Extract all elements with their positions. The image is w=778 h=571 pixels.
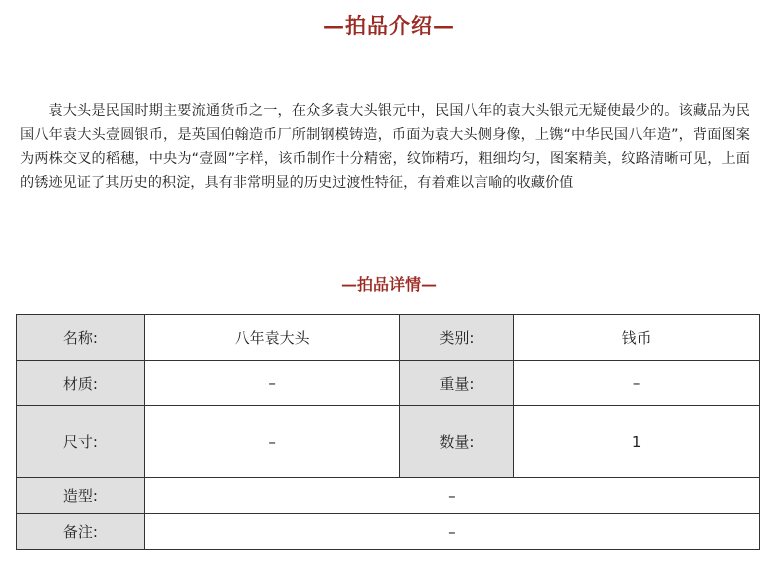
weight-label: 重量: xyxy=(400,361,514,406)
quantity-value: 1 xyxy=(514,406,760,478)
details-title: —拍品详情— xyxy=(340,275,437,294)
shape-label: 造型: xyxy=(17,478,145,514)
table-row xyxy=(17,361,760,406)
details-table xyxy=(16,314,760,550)
table-row xyxy=(17,406,760,478)
name-value: 八年袁大头 xyxy=(144,315,400,361)
quantity-label: 数量: xyxy=(400,406,514,478)
shape-value: – xyxy=(144,478,759,514)
name-label: 名称: xyxy=(17,315,145,361)
weight-value: – xyxy=(514,361,760,406)
size-value: – xyxy=(144,406,400,478)
material-label: 材质: xyxy=(17,361,145,406)
table-row xyxy=(17,315,760,361)
category-label: 类别: xyxy=(400,315,514,361)
category-value: 钱币 xyxy=(514,315,760,361)
table-row xyxy=(17,514,760,550)
intro-description: 袁大头是民国时期主要流通货币之一，在众多袁大头银元中，民国八年的袁大头银元无疑使最少的。该藏品为民国八年袁大头壹圆银币，是英国伯翰造币厂所制钢模铸造，币面为袁大头侧身像，上镌“中华民国八年造”，背面图案为两株交叉的稻穗，中央为“壹圆”字样，该币制作十分精密，纹饰精巧，粗细均匀，图案精美，纹路清晰可见，上面的锈迹见证了其历史的积淀，具有非常明显的历史过渡性特征，有着难以言喻的收藏价值 xyxy=(20,103,750,191)
note-value: – xyxy=(144,514,759,550)
material-value: – xyxy=(144,361,400,406)
size-label: 尺寸: xyxy=(17,406,145,478)
intro-title: —拍品介绍— xyxy=(323,13,455,38)
note-label: 备注: xyxy=(17,514,145,550)
table-row xyxy=(17,478,760,514)
